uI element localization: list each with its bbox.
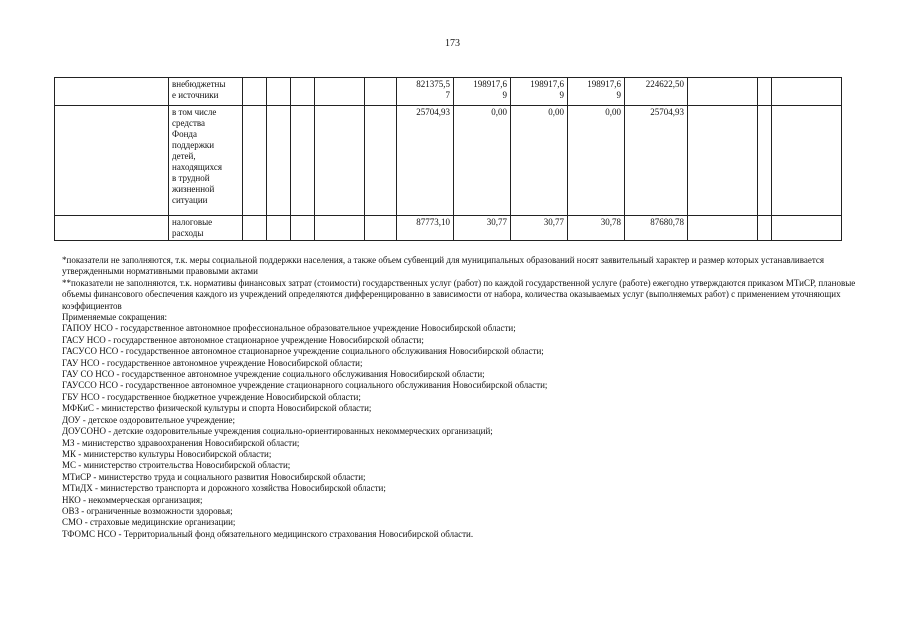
empty-cell	[365, 216, 397, 241]
empty-cell	[772, 106, 842, 216]
abbreviation-item: ГАСУСО НСО - государственное автономное стационарное учреждение социального обслуживания Новосибирской области;	[62, 346, 544, 357]
value-cell	[625, 78, 688, 106]
value-cell	[454, 106, 511, 216]
empty-cell	[55, 216, 169, 241]
empty-cell	[243, 216, 267, 241]
value-part: 0,00	[605, 107, 621, 117]
value-part: 198917,6	[587, 79, 621, 89]
row-label-line: жизненной	[172, 184, 215, 194]
value-part: 87773,10	[416, 217, 450, 227]
row-label-line: расходы	[172, 228, 204, 238]
row-label-line: детей,	[172, 151, 196, 161]
value-part: 87680,78	[650, 217, 684, 227]
abbreviation-item: ДОУСОНО - детские оздоровительные учреждения социально-ориентированных некоммерческих организаций;	[62, 426, 493, 437]
empty-cell	[758, 78, 772, 106]
empty-cell	[291, 78, 315, 106]
empty-cell	[772, 78, 842, 106]
value-part: 7	[445, 90, 450, 100]
empty-cell	[315, 78, 365, 106]
abbreviation-item: ГАУССО НСО - государственное автономное учреждение стационарного социального обслуживания Новосибирской области;	[62, 380, 548, 391]
value-part: 224622,50	[645, 79, 684, 89]
value-cell	[454, 216, 511, 241]
value-part: 0,00	[548, 107, 564, 117]
table-row	[55, 216, 842, 241]
abbreviation-item: МФКиС - министерство физической культуры и спорта Новосибирской области;	[62, 403, 372, 414]
table-row	[55, 78, 842, 106]
value-cell	[568, 216, 625, 241]
budget-table	[54, 77, 842, 241]
empty-cell	[758, 106, 772, 216]
value-cell	[511, 78, 568, 106]
abbreviation-item: ТФОМС НСО - Территориальный фонд обязательного медицинского страхования Новосибирской области.	[62, 528, 474, 539]
row-label-line: внебюджетны	[172, 79, 226, 89]
empty-cell	[688, 106, 758, 216]
row-label-line: поддержки	[172, 140, 215, 150]
empty-cell	[772, 216, 842, 241]
row-label-cell	[169, 216, 243, 241]
empty-cell	[688, 216, 758, 241]
empty-cell	[55, 78, 169, 106]
empty-cell	[291, 106, 315, 216]
value-part: 9	[616, 90, 621, 100]
value-part: 25704,93	[416, 107, 450, 117]
value-part: 30,77	[543, 217, 564, 227]
footnotes	[62, 255, 862, 540]
row-label-cell	[169, 78, 243, 106]
abbreviation-item: ГАСУ НСО - государственное автономное стационарное учреждение Новосибирской области;	[62, 334, 424, 345]
value-part: 198917,6	[530, 79, 564, 89]
empty-cell	[267, 106, 291, 216]
value-cell	[397, 78, 454, 106]
value-cell	[568, 78, 625, 106]
value-cell	[568, 106, 625, 216]
value-cell	[397, 216, 454, 241]
abbreviations-title: Применяемые сокращения:	[62, 312, 168, 323]
abbreviation-item: ГАПОУ НСО - государственное автономное профессиональное образовательное учреждение Новосибирской области;	[62, 323, 516, 334]
abbreviation-item: МК - министерство культуры Новосибирской области;	[62, 448, 272, 459]
abbreviation-item: НКО - некоммерческая организация;	[62, 494, 203, 505]
abbreviation-item: ГАУ СО НСО - государственное автономное учреждение социального обслуживания Новосибирской области;	[62, 369, 485, 380]
row-label-line: ситуации	[172, 195, 208, 205]
value-part: 198917,6	[473, 79, 507, 89]
abbreviation-item: МЗ - министерство здравоохранения Новосибирской области;	[62, 437, 300, 448]
abbreviation-item: ГБУ НСО - государственное бюджетное учреждение Новосибирской области;	[62, 391, 361, 402]
abbreviation-item: ОВЗ - ограниченные возможности здоровья;	[62, 505, 233, 516]
value-part: 30,78	[600, 217, 621, 227]
footnote-2: **показатели не заполняются, т.к. нормативы финансовых затрат (стоимости) государственных услуг (работ) по каждой государственной услуге (работе) ежегодно утверждаются приказом МТиСР, плановые объемы финансового обеспечения каждого из учреждений определяются дифференцированно в зависимости от набора, количества оказываемых услуг (выполняемых работ) с применением уточняющих коэффициентов	[62, 277, 856, 311]
empty-cell	[267, 78, 291, 106]
value-cell	[625, 216, 688, 241]
footnote-1: *показатели не заполняются, т.к. меры социальной поддержки населения, а также объем субвенций для муниципальных образований носят заявительный характер и размер которых устанавливается утвержденными нормативными правовыми актами	[62, 255, 825, 277]
row-label-line: средства	[172, 118, 206, 128]
abbreviation-item: МС - министерство строительства Новосибирской области;	[62, 460, 291, 471]
table-row	[55, 106, 842, 216]
abbreviation-item: ГАУ НСО - государственное автономное учреждение Новосибирской области;	[62, 357, 363, 368]
value-cell	[511, 106, 568, 216]
abbreviation-item: МТиСР - министерство труда и социального развития Новосибирской области;	[62, 471, 366, 482]
empty-cell	[315, 216, 365, 241]
empty-cell	[291, 216, 315, 241]
empty-cell	[243, 106, 267, 216]
empty-cell	[267, 216, 291, 241]
row-label-cell	[169, 106, 243, 216]
empty-cell	[688, 78, 758, 106]
empty-cell	[365, 78, 397, 106]
value-part: 25704,93	[650, 107, 684, 117]
row-label-line: налоговые	[172, 217, 213, 227]
empty-cell	[55, 106, 169, 216]
empty-cell	[758, 216, 772, 241]
value-part: 30,77	[486, 217, 507, 227]
value-part: 9	[559, 90, 564, 100]
value-cell	[511, 216, 568, 241]
value-cell	[625, 106, 688, 216]
row-label-line: в том числе	[172, 107, 217, 117]
row-label-line: в трудной	[172, 173, 210, 183]
empty-cell	[243, 78, 267, 106]
value-part: 0,00	[491, 107, 507, 117]
abbreviations-list	[62, 323, 862, 540]
value-cell	[454, 78, 511, 106]
empty-cell	[315, 106, 365, 216]
value-part: 9	[502, 90, 507, 100]
value-part: 821375,5	[416, 79, 450, 89]
page-number: 173	[445, 38, 460, 49]
abbreviation-item: СМО - страховые медицинские организации;	[62, 517, 236, 528]
row-label-line: е источники	[172, 90, 219, 100]
empty-cell	[365, 106, 397, 216]
row-label-line: Фонда	[172, 129, 198, 139]
value-cell	[397, 106, 454, 216]
abbreviation-item: МТиДХ - министерство транспорта и дорожного хозяйства Новосибирской области;	[62, 483, 386, 494]
row-label-line: находящихся	[172, 162, 223, 172]
abbreviation-item: ДОУ - детское оздоровительное учреждение;	[62, 414, 236, 425]
